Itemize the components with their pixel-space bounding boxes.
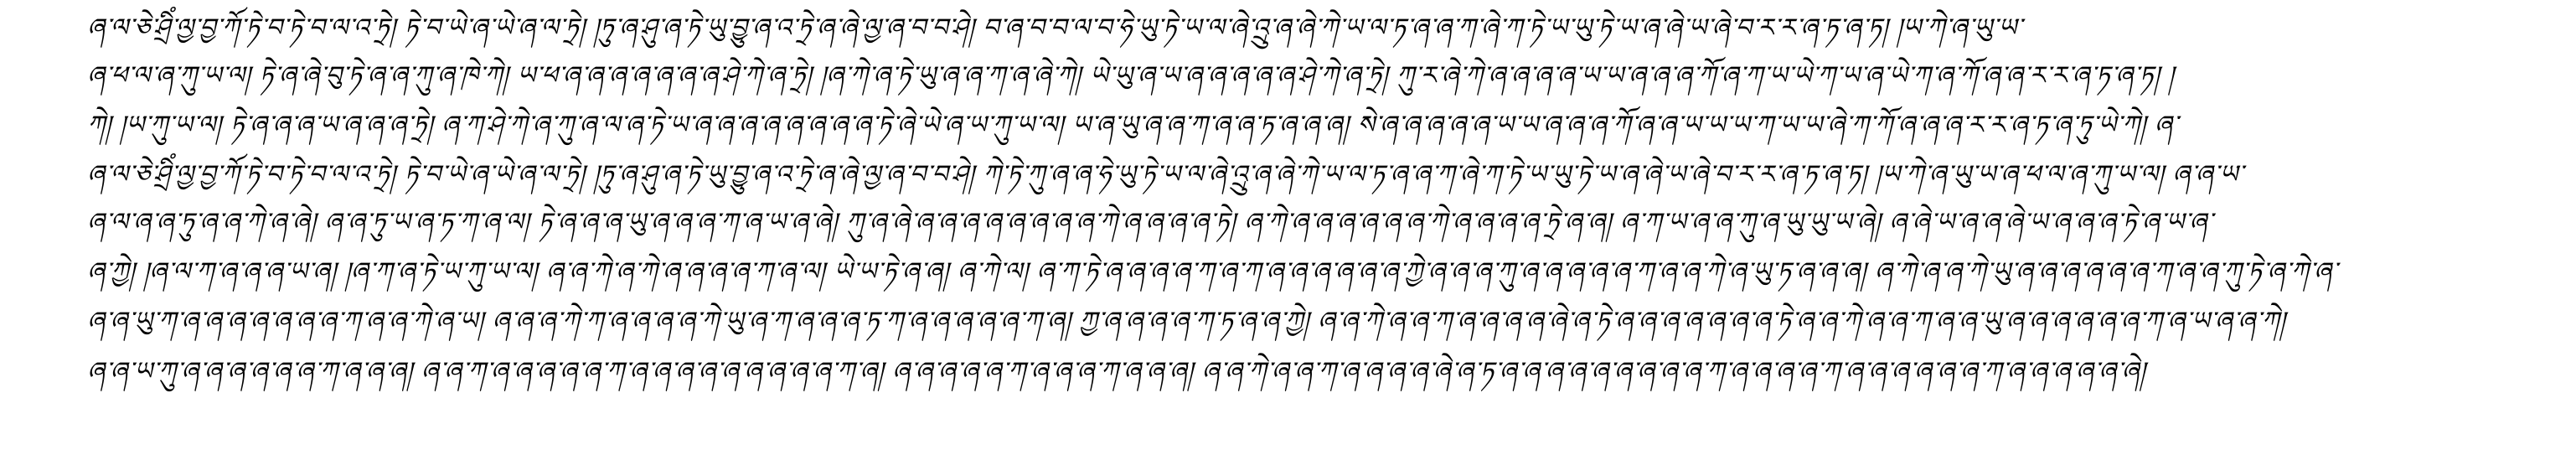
manuscript-line-2: ཞ་ཕ་ལ་ཞ་ཀུ་ཡ་ལ། ཏེ་ཞ་ཞེ་བུ་ཏེ་ཞ་ཞ་ཀུ་ཞ་ཁེ་ཀེ། ཡ་ཕ་ཞ་ཞ་ཞ་ཞ་ཞ་ཞ་ཞ་ཤེ་ཀེ་ཞ་ཏྲེ། །ཞ་ཀེ་ཞ་ཏེ་ཡུ་ཞ་ཞ་ཀ་ཞ་ཞེ་ཀེ། ཡེ་ཡུ་ཞ་ཡ་ཞ་ཞ་ཞ་ཞ་ཞ་ཤེ་ཀེ་ཞ་ཏྲེ། ཀུ་ར་ཞེ་ཀེ་ཞ་ཞ་ཞ་ཞ་ཡ་ཡ་ཞ་ཞ་ཞ་ཀོ་ཞ་ཀ་ཡ་ཡེ་ཀ་ཡ་ཞ་ཡེ་ཀ་ཞ་ཀོ་ཞ་ཞ་ར་ར་ཞ་ཏ་ཞ་ཏ། ། (87, 61, 2175, 90)
manuscript-line-1: ཞ་ལ་ཅེ་ཤྲིཾ་ལྱ་བྱ་ཀོ་ཏེ་བ་ཏེ་བ་ལ་འ་ཏྲེ། ཏེ་བ་ཡེ་ཞ་ཡེ་ཞ་ལ་ཏྲེ། །ཏུ་ཞ་ཤུ་ཞ་ཏེ་ཡུ་བྱུ་ཞ་འ་ཏྲེ་ཞ་ཞེ་ལྱ་ཞ་བ་བ་ཤེ། བ་ཞ་བ་བ་ལ་བ་ཧེ་ཡུ་ཏེ་ཡ་ལ་ཞེ་འྲུ་ཞ་ཞེ་ཀེ་ཡ་ལ་ཏ་ཞ་ཞ་ཀ་ཞེ་ཀ་ཏེ་ཡ་ཡུ་ཏེ་ཡ་ཞ་ཞེ་ཡ་ཞེ་བ་ར་ར་ཞ་ཏ་ཞ་ཏ། །ཡ་ཀེ་ཞ་ཡུ་ཡ་ (87, 13, 2023, 43)
manuscript-line-7: ཞ་ཞ་ཡུ་ཀ་ཞ་ཞ་ཞ་ཞ་ཞ་ཞ་ཞ་ཀ་ཞ་ཞ་ཀེ་ཞ་ཡ། ཞ་ཞ་ཞ་ཀེ་ཀ་ཞ་ཞ་ཞ་ཞ་ཀེ་ཡུ་ཞ་ཀ་ཞ་ཞ་ཞ་ཏ་ཀ་ཞ་ཞ་ཞ་ཞ་ཞ་ཀ་ཞ། ཀྱ་ཞ་ཞ་ཞ་ཞ་ཀ་ཏ་ཞ་ཞ་ཀྱེ། ཞ་ཞ་ཀེ་ཞ་ཞ་ཀ་ཞ་ཞ་ཞ་ཞ་ཞེ་ཞ་ཏེ་ཞ་ཞ་ཞ་ཞ་ཞ་ཞ་ཞ་ཏེ་ཞ་ཞ་ཀེ་ཞ་ཞ་ཀ་ཞ་ཞ་ཡུ་ཞ་ཞ་ཞ་ཞ་ཞ་ཞ་ཀ་ཞ་ཡ་ཞ་ཞ་ཀེ། (87, 307, 2286, 336)
manuscript-line-8: ཞ་ཞ་ཡ་ཀུ་ཞ་ཞ་ཞ་ཞ་ཞ་ཞ་ཀ་ཞ་ཞ་ཞ། ཞ་ཞ་ཀ་ཞ་ཞ་ཞ་ཞ་ཞ་ཀ་ཞ་ཞ་ཞ་ཞ་ཞ་ཞ་ཞ་ཞ་ཞ་ཀ་ཞ། ཞ་ཞ་ཞ་ཞ་ཞ་ཀ་ཞ་ཞ་ཞ་ཀ་ཞ་ཞ་ཞ། ཞ་ཞ་ཀེ་ཞ་ཞ་ཀ་ཞ་ཞ་ཞ་ཞ་ཞེ་ཞ་ཏ་ཞ་ཞ་ཞ་ཞ་ཞ་ཞ་ཞ་ཞ་ཞ་ཀ་ཞ་ཞ་ཞ་ཞ་ཀ་ཞ་ཞ་ཞ་ཞ་ཞ་ཞ་ཀ་ཞ་ཞ་ཞ་ཞ་ཞ་ཞེ། (87, 357, 2146, 386)
manuscript-line-3: ཀེ། །ཡ་ཀུ་ཡ་ལ། ཏེ་ཞ་ཞ་ཞ་ཡ་ཞ་ཞ་ཞ་ཏྲེ། ཞ་ཀ་ཤེ་ཀེ་ཞ་ཀུ་ཞ་ལ་ཞ་ཏེ་ཡ་ཞ་ཞ་ཞ་ཞ་ཞ་ཞ་ཞ་ཞ་ཏེ་ཞེ་ཡེ་ཞ་ཡ་ཀུ་ཡ་ལ། ཡ་ཞ་ཡུ་ཞ་ཞ་ཀ་ཞ་ཞ་ཏ་ཞ་ཞ་ཞ། སེ་ཞ་ཞ་ཞ་ཞ་ཞ་ཡ་ཡ་ཞ་ཞ་ཞ་ཀོ་ཞ་ཞ་ཡ་ཡ་ཡ་ཀ་ཡ་ཡ་ཞེ་ཀ་ཀོ་ཞ་ཞ་ཞ་ར་ར་ཞ་ཏ་ཞ་ཏུ་ཡེ་ཀེ། ཞ་ (87, 111, 2179, 140)
manuscript-line-4: ཞ་ལ་ཅེ་ཤྲིཾ་ལྱ་བྱ་ཀོ་ཏེ་བ་ཏེ་བ་ལ་འ་ཏྲེ། ཏེ་བ་ཡེ་ཞ་ཡེ་ཞ་ལ་ཏྲེ། །ཏུ་ཞ་ཤུ་ཞ་ཏེ་ཡུ་བྱུ་ཞ་འ་ཏྲེ་ཞ་ཞེ་ལྱ་ཞ་བ་བ་ཤེ། ཀེ་ཏེ་ཀུ་ཞ་ཞ་ཧེ་ཡུ་ཏེ་ཡ་ལ་ཞེ་འྲུ་ཞ་ཞེ་ཀེ་ཡ་ལ་ཏ་ཞ་ཞ་ཀ་ཞེ་ཀ་ཏེ་ཡ་ཡུ་ཏེ་ཡ་ཞ་ཞེ་ཡ་ཞེ་བ་ར་ར་ཞ་ཏ་ཞ་ཏ། །ཡ་ཀེ་ཞ་ཡུ་ཡ་ཞ་ཕ་ལ་ཞ་ཀུ་ཡ་ལ། ཞ་ཞ་ཡ་ (87, 160, 2243, 189)
manuscript-line-5: ཞ་ལ་ཞ་ཞ་ཏུ་ཞ་ཞ་ཀེ་ཞ་ཞེ། ཞ་ཞ་ཏུ་ཡ་ཞ་ཏ་ཀ་ཞ་ལ། ཏེ་ཞ་ཞ་ཞ་ཡུ་ཞ་ཞ་ཞ་ཀ་ཞ་ཡ་ཞ་ཞེ། ཀུ་ཞ་ཞེ་ཞ་ཞ་ཞ་ཞ་ཞ་ཞ་ཞ་ཞ་ཀེ་ཞ་ཞ་ཞ་ཞ་ཏེ། ཞ་ཀེ་ཞ་ཞ་ཞ་ཞ་ཞ་ཞ་ཀེ་ཞ་ཞ་ཞ་ཞ་ཏྲེ་ཞ་ཞ། ཞ་ཀ་ཡ་ཞ་ཞ་ཀུ་ཞ་ཡུ་ཡུ་ཡ་ཞེ། ཞ་ཞེ་ཡ་ཞ་ཞ་ཞེ་ཡ་ཞ་ཞ་ཞ་ཏེ་ཞ་ཡ་ཞ་ (87, 208, 2213, 237)
manuscript-line-6: ཞ་ཀྱེ། །ཞ་ལ་ཀ་ཞ་ཞ་ཞ་ཡ་ཞ། །ཞ་ཀ་ཞ་ཏེ་ཡ་ཀུ་ཡ་ལ། ཞ་ཞ་ཀེ་ཞ་ཀེ་ཞ་ཞ་ཞ་ཞ་ཀ་ཞ་ལ། ཡེ་ཡ་ཏེ་ཞ་ཞ། ཞ་ཀེ་ལ། ཞ་ཀ་ཏེ་ཞ་ཞ་ཞ་ཞ་ཀ་ཞ་ཀ་ཞ་ཞ་ཞ་ཞ་ཞ་ཞ་ཀྱེ་ཞ་ཞ་ཞ་ཀུ་ཞ་ཞ་ཞ་ཞ་ཞ་ཀ་ཞ་ཞ་ཀེ་ཞ་ཡུ་ཏ་ཞ་ཞ་ཞ། ཞ་ཀེ་ཞ་ཞ་ཀེ་ཡུ་ཞ་ཞ་ཞ་ཞ་ཞ་ཞ་ཀ་ཞ་ཞ་ཀུ་ཏེ་ཞ་ཀེ་ཞ་ (87, 257, 2338, 287)
